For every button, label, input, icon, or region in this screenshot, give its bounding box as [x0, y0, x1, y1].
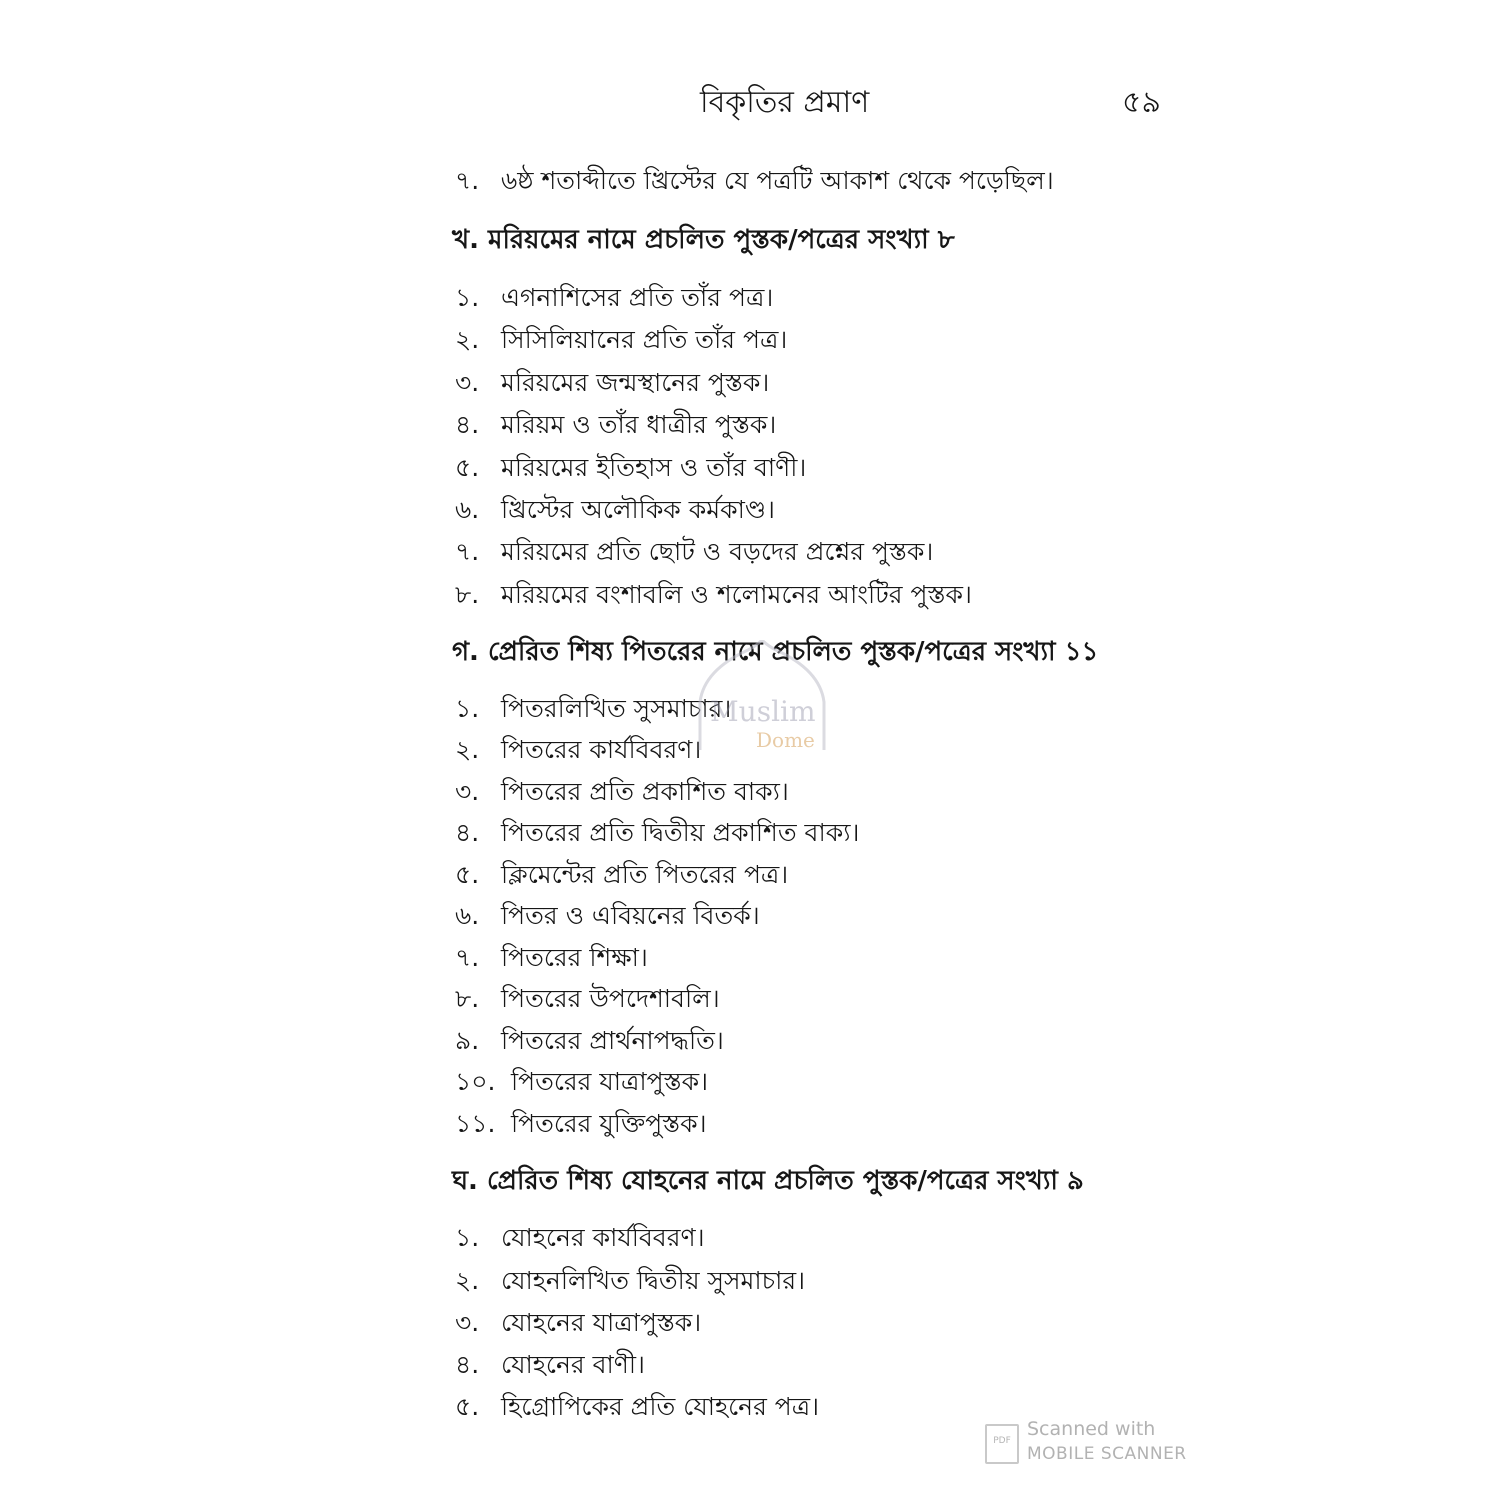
list-item: [455, 1305, 701, 1341]
section-heading: গ. প্রেরিত শিষ্য পিতরের নামে প্রচলিত পুস্তক/পত্রের সংখ্যা ১১: [452, 637, 1099, 667]
item-text: পিতরের প্রার্থনাপদ্ধতি।: [501, 1026, 724, 1055]
item-text: পিতরের কার্যবিবরণ।: [501, 735, 702, 764]
item-number: ৩.: [455, 777, 480, 806]
running-header: [0, 80, 1512, 130]
list-item: [455, 577, 972, 613]
item-number: ৯.: [455, 1026, 480, 1055]
list-item: [455, 1263, 805, 1299]
list-item: [455, 280, 773, 316]
item-number: ৪.: [455, 818, 480, 847]
list-item: [455, 407, 776, 443]
item-text: পিতরের প্রতি প্রকাশিত বাক্য।: [501, 777, 789, 806]
item-text: ৬ষ্ঠ শতাব্দীতে খ্রিস্টের যে পত্রটি আকাশ থেকে পড়েছিল।: [501, 166, 1054, 195]
item-text: ক্লিমেন্টের প্রতি পিতরের পত্র।: [501, 860, 789, 889]
item-text: পিতর ও এবিয়নের বিতর্ক।: [501, 901, 760, 930]
item-number: ১.: [455, 694, 480, 723]
list-item: [455, 1389, 819, 1425]
list-item: [455, 534, 933, 570]
list-item: [455, 857, 788, 893]
watermark-logo: [690, 640, 840, 760]
item-number: ১১.: [455, 1109, 496, 1138]
item-text: পিতরের যাত্রাপুস্তক।: [511, 1067, 709, 1096]
item-text: মরিয়মের প্রতি ছোট ও বড়দের প্রশ্নের পুস্তক।: [501, 537, 934, 566]
list-item: [455, 1347, 645, 1383]
item-text: পিতরের উপদেশাবলি।: [501, 984, 720, 1013]
list-item: [455, 163, 1054, 199]
item-number: ২.: [455, 735, 480, 764]
item-number: ১০.: [455, 1067, 496, 1096]
item-text: মরিয়ম ও তাঁর ধাত্রীর পুস্তক।: [501, 410, 777, 439]
list-item: [455, 322, 787, 358]
list-item: [455, 492, 775, 528]
item-text: খ্রিস্টের অলৌকিক কর্মকাণ্ড।: [501, 495, 775, 524]
scanner-stamp: [985, 1416, 1205, 1486]
list-item: [455, 940, 648, 976]
item-number: ৪.: [455, 1350, 480, 1379]
section-heading: খ. মরিয়মের নামে প্রচলিত পুস্তক/পত্রের সংখ্যা ৮: [452, 225, 955, 255]
scanner-line2: MOBILE SCANNER: [1027, 1444, 1187, 1464]
item-text: যোহনলিখিত দ্বিতীয় সুসমাচার।: [501, 1266, 806, 1295]
list-item: [455, 1106, 707, 1142]
item-text: পিতরের শিক্ষা।: [501, 943, 648, 972]
list-item: [455, 981, 720, 1017]
running-title: বিকৃতির প্রমাণ: [700, 85, 870, 120]
pdf-document-icon: PDF: [985, 1424, 1019, 1464]
item-number: ৭.: [455, 166, 480, 195]
item-text: যোহনের কার্যবিবরণ।: [501, 1223, 705, 1252]
item-number: ৩.: [455, 368, 480, 397]
item-number: ৬.: [455, 901, 480, 930]
list-item: [455, 365, 769, 401]
watermark-text: Muslim: [710, 695, 816, 728]
item-number: ৪.: [455, 410, 480, 439]
item-number: ৮.: [455, 580, 480, 609]
scanner-line1: Scanned with: [1027, 1418, 1156, 1440]
item-number: ২.: [455, 325, 480, 354]
item-text: যোহনের যাত্রাপুস্তক।: [501, 1308, 702, 1337]
item-number: ১.: [455, 283, 480, 312]
item-text: এগনাশিসের প্রতি তাঁর পত্র।: [501, 283, 774, 312]
list-item: [455, 815, 859, 851]
item-text: যোহনের বাণী।: [501, 1350, 645, 1379]
item-text: সিসিলিয়ানের প্রতি তাঁর পত্র।: [501, 325, 788, 354]
item-number: ২.: [455, 1266, 480, 1295]
item-text: হিগ্রোপিকের প্রতি যোহনের পত্র।: [501, 1392, 820, 1421]
item-text: মরিয়মের জন্মস্থানের পুস্তক।: [501, 368, 770, 397]
list-item: [455, 1023, 724, 1059]
list-item: [455, 898, 760, 934]
item-number: ৫.: [455, 1392, 480, 1421]
item-number: ৮.: [455, 984, 480, 1013]
item-number: ৭.: [455, 943, 480, 972]
list-item: [455, 1064, 708, 1100]
item-text: পিতরের যুক্তিপুস্তক।: [511, 1109, 707, 1138]
item-number: ৭.: [455, 537, 480, 566]
item-text: মরিয়মের ইতিহাস ও তাঁর বাণী।: [501, 453, 807, 482]
item-number: ৫.: [455, 860, 480, 889]
list-item: [455, 450, 806, 486]
watermark-subtext: Dome: [756, 728, 815, 752]
item-number: ৫.: [455, 453, 480, 482]
item-number: ১.: [455, 1223, 480, 1252]
item-number: ৩.: [455, 1308, 480, 1337]
page-number: ৫৯: [1122, 85, 1161, 120]
item-text: পিতরের প্রতি দ্বিতীয় প্রকাশিত বাক্য।: [501, 818, 860, 847]
item-text: মরিয়মের বংশাবলি ও শলোমনের আংটির পুস্তক।: [501, 580, 972, 609]
item-text: পিতরলিখিত সুসমাচার।: [501, 694, 732, 723]
section-heading: ঘ. প্রেরিত শিষ্য যোহনের নামে প্রচলিত পুস্তক/পত্রের সংখ্যা ৯: [452, 1166, 1084, 1196]
list-item: [455, 1220, 705, 1256]
item-number: ৬.: [455, 495, 480, 524]
list-item: [455, 732, 701, 768]
list-item: [455, 774, 789, 810]
